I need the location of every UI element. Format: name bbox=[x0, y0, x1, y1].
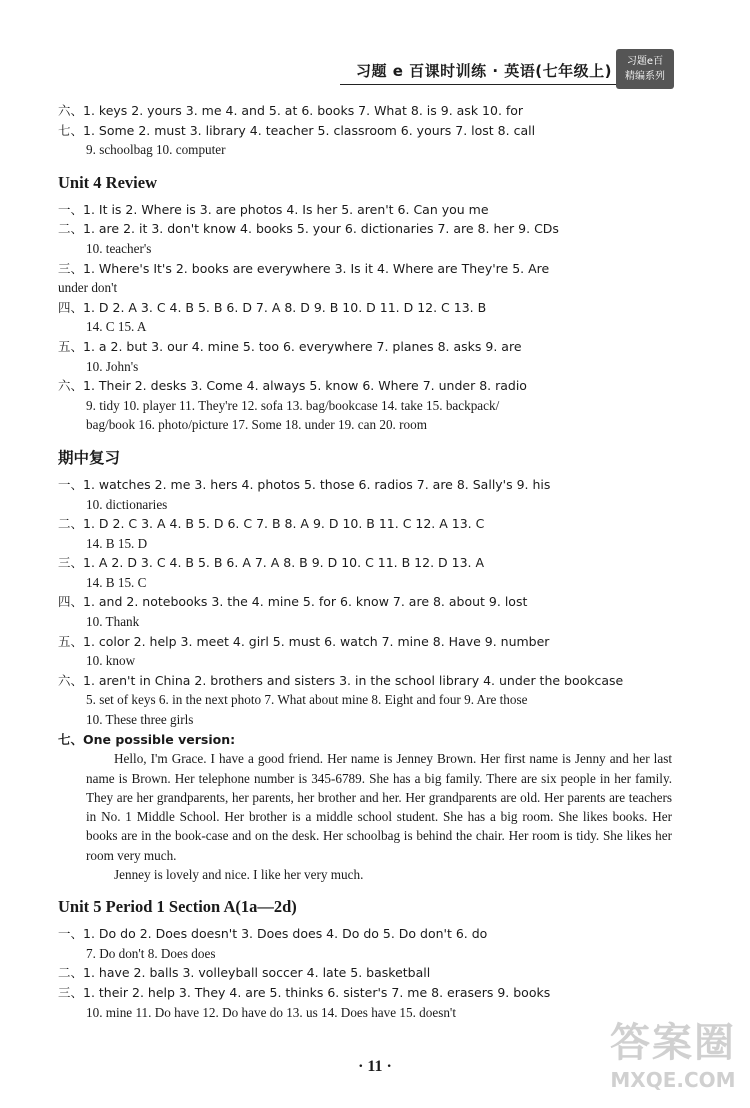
header-rule bbox=[340, 84, 624, 85]
header-title: 习题 e 百课时训练 · 英语(七年级上) bbox=[356, 62, 612, 80]
answer-line: under don't bbox=[58, 280, 118, 296]
answer-line: 10. mine 11. Do have 12. Do have do 13. us 14. Does have 15. doesn't bbox=[86, 1004, 456, 1020]
answer-line: 7. Do don't 8. Does does bbox=[86, 945, 216, 961]
answer-line: 5. set of keys 6. in the next photo 7. What about mine 8. Eight and four 9. Are those bbox=[86, 692, 528, 708]
essay-paragraph: Hello, I'm Grace. I have a good friend. Her name is Jenney Brown. Her first name is Jenny and her last name is Brown. Her telephone number is 345-6789. She has a big family. There are six people in her family. They are her grandparents, her parents, her brother and her. Her grandparents are old. Her parents are teachers in No. 1 Middle School. Her brother is a middle school student. She has a big room. She likes books. Her books are in the book-case and on the desk. Her schoolbag is behind the chair. Her room is tidy. She likes her room very much. bbox=[86, 751, 672, 863]
logo-line-1: 习题e百 bbox=[626, 56, 664, 67]
answer-line: 三、1. A 2. D 3. C 4. B 5. B 6. A 7. A 8. B 9. D 10. C 11. B 12. D 13. A bbox=[58, 555, 485, 571]
answer-line: 10. These three girls bbox=[86, 712, 194, 728]
answer-line: 六、1. Their 2. desks 3. Come 4. always 5. know 6. Where 7. under 8. radio bbox=[58, 378, 527, 394]
answer-line: 10. Thank bbox=[86, 614, 140, 630]
answer-line: 一、1. It is 2. Where is 3. are photos 4. Is her 5. aren't 6. Can you me bbox=[58, 201, 489, 217]
watermark-logo bbox=[598, 1018, 748, 1106]
answer-line: 9. tidy 10. player 11. They're 12. sofa 13. bag/bookcase 14. take 15. backpack/ bbox=[86, 397, 500, 413]
answer-line: 10. know bbox=[86, 653, 136, 669]
essay-label: 七、One possible version: bbox=[58, 731, 236, 747]
essay-paragraph: Jenney is lovely and nice. I like her very much. bbox=[114, 867, 364, 882]
answer-line: 三、1. their 2. help 3. They 4. are 5. thinks 6. sister's 7. me 8. erasers 9. books bbox=[58, 985, 551, 1001]
answer-line: 五、1. color 2. help 3. meet 4. girl 5. must 6. watch 7. mine 8. Have 9. number bbox=[58, 633, 550, 649]
answer-line: 一、1. watches 2. me 3. hers 4. photos 5. those 6. radios 7. are 8. Sally's 9. his bbox=[58, 476, 551, 492]
answer-line: 10. John's bbox=[86, 358, 139, 374]
answer-line: 二、1. are 2. it 3. don't know 4. books 5. your 6. dictionaries 7. are 8. her 9. CDs bbox=[58, 221, 559, 237]
page-header bbox=[0, 0, 750, 100]
answer-line: 六、1. keys 2. yours 3. me 4. and 5. at 6. books 7. What 8. is 9. ask 10. for bbox=[58, 103, 524, 118]
answer-line: 14. B 15. D bbox=[86, 535, 148, 551]
answer-line: 四、1. D 2. A 3. C 4. B 5. B 6. D 7. A 8. D 9. B 10. D 11. D 12. C 13. B bbox=[58, 299, 487, 315]
answer-line: 五、1. a 2. but 3. our 4. mine 5. too 6. everywhere 7. planes 8. asks 9. are bbox=[58, 338, 522, 354]
answer-line: 9. schoolbag 10. computer bbox=[86, 142, 226, 158]
watermark-text: 答案圈 bbox=[610, 1020, 736, 1066]
section-title-unit4: Unit 4 Review bbox=[58, 172, 157, 192]
section-title-midterm: 期中复习 bbox=[58, 448, 121, 467]
answer-line: 一、1. Do do 2. Does doesn't 3. Does does 4. Do do 5. Do don't 6. do bbox=[58, 926, 488, 942]
watermark-url: MXQE.COM bbox=[610, 1068, 736, 1092]
answer-line: 四、1. and 2. notebooks 3. the 4. mine 5. for 6. know 7. are 8. about 9. lost bbox=[58, 594, 528, 610]
answer-line: 六、1. aren't in China 2. brothers and sisters 3. in the school library 4. under the bookcase bbox=[58, 672, 624, 688]
series-logo bbox=[616, 49, 674, 89]
logo-line-2: 精编系列 bbox=[625, 71, 665, 82]
model-essay bbox=[58, 749, 672, 884]
answer-line: 10. dictionaries bbox=[86, 496, 168, 512]
answer-content bbox=[58, 101, 688, 1022]
answer-line: 七、1. Some 2. must 3. library 4. teacher 5. classroom 6. yours 7. lost 8. call bbox=[58, 122, 536, 138]
answer-line: bag/book 16. photo/picture 17. Some 18. under 19. can 20. room bbox=[86, 417, 427, 433]
answer-line: 10. teacher's bbox=[86, 240, 152, 256]
answer-line: 二、1. D 2. C 3. A 4. B 5. D 6. C 7. B 8. A 9. D 10. B 11. C 12. A 13. C bbox=[58, 516, 485, 532]
page-number: · 11 · bbox=[358, 1058, 392, 1075]
answer-line: 三、1. Where's It's 2. books are everywhere 3. Is it 4. Where are They're 5. Are bbox=[58, 260, 550, 276]
answer-line: 二、1. have 2. balls 3. volleyball soccer 4. late 5. basketball bbox=[58, 965, 431, 981]
section-title-unit5: Unit 5 Period 1 Section A(1a—2d) bbox=[58, 897, 297, 917]
answer-line: 14. C 15. A bbox=[86, 319, 147, 335]
answer-line: 14. B 15. C bbox=[86, 574, 147, 590]
